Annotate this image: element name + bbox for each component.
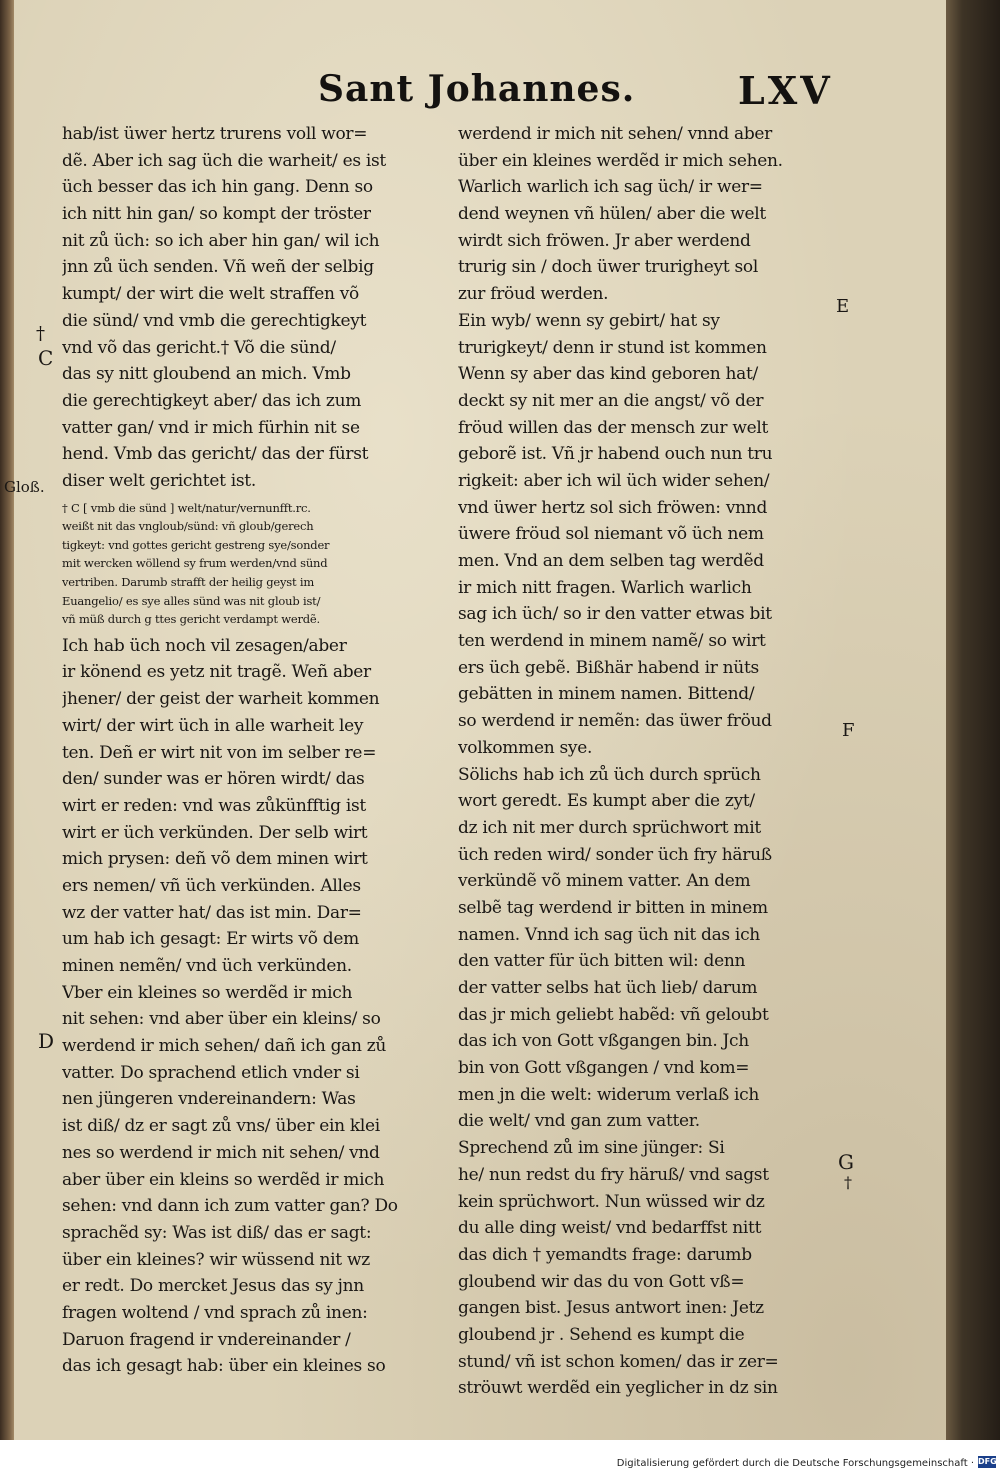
text-line: zur fröud werden. (458, 284, 609, 305)
right-body-text (458, 121, 848, 1402)
text-line: das ich gesagt hab: über ein kleines so (62, 1356, 386, 1377)
text-line: wort geredt. Es kumpt aber die zyt/ (458, 791, 755, 812)
text-line: das sy nitt gloubend an mich. Vmb (62, 364, 351, 385)
text-line: das dich † yemandts frage: darumb (458, 1244, 752, 1265)
text-line: men jn die welt: widerum verlaß ich (458, 1084, 760, 1105)
gloss-line: mit wercken wöllend sy frum werden/vnd sünd (62, 556, 328, 571)
text-line: nit zů üch: so ich aber hin gan/ wil ich (62, 230, 380, 251)
text-line: vnd võ das gericht.† Võ die sünd/ (62, 337, 336, 358)
text-line: namen. Vnnd ich sag üch nit das ich (458, 924, 760, 945)
text-line: kumpt/ der wirt die welt straffen võ (62, 284, 359, 305)
text-line: Ich hab üch noch vil zesagen/aber (62, 635, 347, 656)
margin-gloss-label: Gloß. (4, 478, 45, 496)
text-line: vatter. Do sprachend etlich vnder si (62, 1062, 360, 1083)
text-line: wirt/ der wirt üch in alle warheit ley (62, 715, 364, 736)
text-line: bin von Gott vßgangen / vnd kom= (458, 1058, 750, 1079)
text-line: ers üch gebẽ. Bißhär habend ir nüts (458, 657, 759, 678)
text-line: mich prysen: deñ võ dem minen wirt (62, 849, 368, 870)
text-line: fragen woltend / vnd sprach zů inen: (62, 1302, 368, 1323)
text-line: fröud willen das der mensch zur welt (458, 417, 769, 438)
text-line: jhener/ der geist der warheit kommen (62, 689, 380, 710)
text-line: wz der vatter hat/ das ist min. Dar= (62, 902, 362, 923)
text-line: ist diß/ dz er sagt zů vns/ über ein klei (62, 1116, 380, 1137)
text-line: das jr mich geliebt habẽd: vñ geloubt (458, 1004, 769, 1025)
text-line: gloubend jr . Sehend es kumpt die (458, 1324, 745, 1345)
gloss-block (62, 499, 450, 629)
text-line: wirdt sich fröwen. Jr aber werdend (458, 230, 751, 251)
text-line: gebätten in minem namen. Bittend/ (458, 684, 755, 705)
text-line: selbẽ tag werdend ir bitten in minem (458, 897, 768, 918)
text-line: er redt. Do mercket Jesus das sy jnn (62, 1276, 364, 1297)
text-line: ich nitt hin gan/ so kompt der tröster (62, 204, 371, 225)
text-line: deckt sy nit mer an die angst/ võ der (458, 390, 764, 411)
text-line: men. Vnd an dem selben tag werdẽd (458, 551, 764, 571)
text-line: wirt er reden: vnd was zůkünfftig ist (62, 795, 366, 816)
text-line: üwere fröud sol niemant võ üch nem (458, 524, 764, 545)
text-line: Sprechend zů im sine jünger: Si (458, 1138, 725, 1159)
text-line: du alle ding weist/ vnd bedarffst nitt (458, 1218, 762, 1239)
text-line: trurig sin / doch üwer trurigheyt sol (458, 257, 758, 278)
footer-credit: Digitalisierung gefördert durch die Deutsche Forschungsgemeinschaft · (616, 1458, 974, 1469)
text-line: nes so werdend ir mich nit sehen/ vnd (62, 1142, 380, 1163)
left-text-column (62, 121, 450, 1380)
text-line: nen jüngeren vndereinandern: Was (62, 1089, 356, 1110)
text-line: ten werdend in minem namẽ/ so wirt (458, 631, 766, 652)
dfg-logo: DFG (978, 1457, 997, 1466)
text-line: ers nemen/ vñ üch verkünden. Alles (62, 875, 361, 896)
page-edge (946, 0, 1000, 1440)
folio-number: LXV (738, 68, 833, 113)
text-line: minen nemẽn/ vnd üch verkünden. (62, 956, 352, 977)
text-line: über ein kleines werdẽd ir mich sehen. (458, 150, 783, 171)
text-line: sprachẽd sy: Was ist diß/ das er sagt: (62, 1222, 372, 1243)
margin-letter-g: G (838, 1150, 854, 1174)
text-line: ir könend es yetz nit tragẽ. Weñ aber (62, 662, 371, 683)
text-line: über ein kleines? wir wüssend nit wz (62, 1249, 370, 1270)
text-line: ir mich nitt fragen. Warlich warlich (458, 577, 752, 598)
text-line: ströuwt werdẽd ein yeglicher in dz sin (458, 1378, 778, 1399)
text-line: um hab ich gesagt: Er wirts võ dem (62, 929, 359, 950)
text-line: die sünd/ vnd vmb die gerechtigkeyt (62, 310, 367, 331)
text-line: üch reden wird/ sonder üch fry häruß (458, 844, 772, 865)
gloss-line: † C [ vmb die sünd ] welt/natur/vernunfft.rc. (62, 500, 311, 515)
text-line: werdend ir mich sehen/ dañ ich gan zů (62, 1036, 387, 1057)
margin-letter-f: F (842, 720, 855, 741)
text-line: Daruon fragend ir vndereinander / (62, 1329, 351, 1350)
text-line: trurigkeyt/ denn ir stund ist kommen (458, 337, 767, 358)
text-line: kein sprüchwort. Nun wüssed wir dz (458, 1191, 765, 1212)
text-line: so werdend ir nemẽn: das üwer fröud (458, 711, 772, 732)
text-line: Sölichs hab ich zů üch durch sprüch (458, 764, 761, 785)
gloss-line: weißt nit das vngloub/sünd: vñ gloub/gerech (62, 519, 314, 534)
text-line: dend weynen vñ hülen/ aber die welt (458, 204, 766, 225)
text-line: volkommen sye. (458, 737, 593, 758)
gloss-line: Euangelio/ es sye alles sünd was nit gloub ist/ (62, 593, 321, 608)
text-line: Ein wyb/ wenn sy gebirt/ hat sy (458, 310, 720, 331)
text-line: diser welt gerichtet ist. (62, 470, 256, 491)
text-line: dẽ. Aber ich sag üch die warheit/ es ist (62, 150, 386, 171)
text-line: den/ sunder was er hören wirdt/ das (62, 769, 365, 790)
text-line: gloubend wir das du von Gott vß= (458, 1271, 745, 1292)
left-body-paragraph-1 (62, 121, 450, 495)
text-line: dz ich nit mer durch sprüchwort mit (458, 817, 761, 838)
margin-dagger-right: † (844, 1173, 852, 1192)
text-line: he/ nun redst du fry häruß/ vnd sagst (458, 1164, 769, 1185)
text-line: üch besser das ich hin gang. Denn so (62, 177, 373, 198)
text-line: stund/ vñ ist schon komen/ das ir zer= (458, 1351, 779, 1372)
text-line: hend. Vmb das gericht/ das der fürst (62, 444, 369, 465)
margin-dagger-left: † (36, 323, 45, 344)
text-line: nit sehen: vnd aber über ein kleins/ so (62, 1009, 381, 1030)
running-title: Sant Johannes. (318, 68, 636, 110)
left-body-paragraph-2 (62, 633, 450, 1380)
text-line: werdend ir mich nit sehen/ vnnd aber (458, 124, 773, 144)
text-line: gangen bist. Jesus antwort inen: Jetz (458, 1298, 764, 1319)
right-text-column (458, 121, 848, 1402)
margin-letter-d: D (38, 1029, 55, 1053)
text-line: Vber ein kleines so werdẽd ir mich (62, 982, 353, 1003)
text-line: die gerechtigkeyt aber/ das ich zum (62, 390, 362, 411)
text-line: verkündẽ võ minem vatter. An dem (458, 871, 751, 892)
text-line: Wenn sy aber das kind geboren hat/ (458, 364, 758, 385)
text-line: sag ich üch/ so ir den vatter etwas bit (458, 604, 772, 625)
text-line: das ich von Gott vßgangen bin. Jch (458, 1031, 749, 1052)
text-line: rigkeit: aber ich wil üch wider sehen/ (458, 470, 770, 491)
gloss-line: vertriben. Darumb strafft der heilig geyst im (62, 575, 315, 589)
text-line: geborẽ ist. Vñ jr habend ouch nun tru (458, 444, 773, 465)
text-line: den vatter für üch bitten wil: denn (458, 951, 746, 972)
text-line: wirt er üch verkünden. Der selb wirt (62, 822, 368, 843)
gloss-line: vñ müß durch g ttes gericht verdampt werdẽ. (62, 612, 320, 627)
text-line: vatter gan/ vnd ir mich fürhin nit se (62, 417, 360, 438)
text-line: der vatter selbs hat üch lieb/ darum (458, 978, 758, 998)
text-line: jnn zů üch senden. Vñ weñ der selbig (62, 257, 374, 278)
margin-letter-e: E (836, 296, 850, 317)
text-line: Warlich warlich ich sag üch/ ir wer= (458, 177, 763, 198)
gloss-line: tigkeyt: vnd gottes gericht gestreng sye/sonder (62, 537, 330, 552)
margin-letter-c: C (38, 346, 54, 370)
text-line: die welt/ vnd gan zum vatter. (458, 1111, 700, 1132)
text-line: sehen: vnd dann ich zum vatter gan? Do (62, 1196, 398, 1217)
text-line: hab/ist üwer hertz trurens voll wor= (62, 124, 368, 144)
text-line: vnd üwer hertz sol sich fröwen: vnnd (458, 497, 768, 518)
text-line: ten. Deñ er wirt nit von im selber re= (62, 742, 377, 763)
text-line: aber über ein kleins so werdẽd ir mich (62, 1169, 385, 1190)
